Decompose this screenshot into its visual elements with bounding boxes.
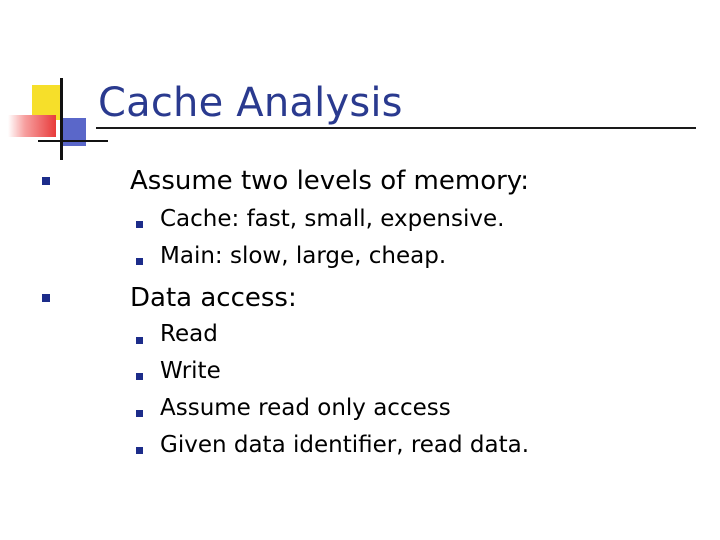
- bullet-square-icon: [136, 373, 143, 380]
- sub-bullet-text: Cache: fast, small, expensive.: [160, 206, 505, 232]
- logo-graphic: [0, 0, 110, 170]
- bullet-square-icon: [42, 294, 50, 302]
- bullet-square-icon: [136, 410, 143, 417]
- slide-title: Cache Analysis: [98, 80, 403, 126]
- sub-bullet-text: Assume read only access: [160, 395, 451, 421]
- bullet-square-icon: [136, 221, 143, 228]
- bullet-text: Assume two levels of memory:: [130, 166, 530, 196]
- bullet-square-icon: [136, 337, 143, 344]
- vertical-line: [60, 78, 63, 160]
- red-square: [8, 115, 56, 137]
- bullet-text: Data access:: [130, 283, 297, 313]
- sub-bullet-text: Read: [160, 321, 218, 347]
- bullet-square-icon: [136, 447, 143, 454]
- bullet-square-icon: [42, 177, 50, 185]
- title-underline: [96, 127, 696, 129]
- sub-bullet-text: Given data identifier, read data.: [160, 432, 530, 458]
- bullet-square-icon: [136, 258, 143, 265]
- sub-bullet-text: Write: [160, 358, 221, 384]
- sub-bullet-text: Main: slow, large, cheap.: [160, 243, 447, 269]
- horizontal-line: [38, 140, 108, 142]
